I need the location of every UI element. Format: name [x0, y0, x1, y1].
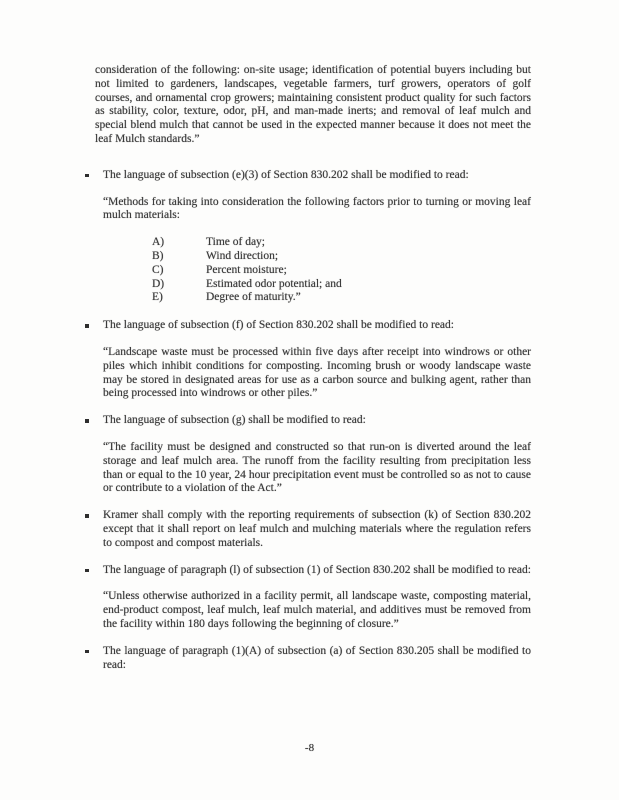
bullet-item [85, 509, 531, 550]
quote-paragraph: “Unless otherwise authorized in a facility permit, all landscape waste, composting material, end-product compost, leaf mulch, leaf mulch material, and additives must be removed from the facility within 180 days following the beginning of closure.” [103, 590, 531, 630]
list-item [152, 291, 531, 305]
quote-paragraph: “The facility must be designed and constructed so that run-on is diverted around the leaf storage and leaf mulch area. The runoff from the facility resulting from precipitation less than or equal to the 10 year, 24 hour precipitation event must be controlled so as not to cause or contribute to a violation of the Act.” [103, 440, 531, 495]
lettered-list [152, 236, 531, 305]
list-item-text: Time of day; [206, 236, 265, 249]
list-item [152, 236, 531, 250]
intro-paragraph: consideration of the following: on-site usage; identification of potential buyers including but not limited to gardeners, landscapes, vegetable farmers, turf growers, operators of golf courses, and ornamental crop growers; maintaining consistent product quality for such factors as stability, color, texture, odor, pH, and man-made inerts; and removal of leaf mulch and special blend mulch that cannot be used in the expected manner because it does not meet the leaf Mulch standards.” [95, 64, 531, 145]
list-item-label: C) [152, 263, 164, 276]
bullet-item [85, 414, 531, 428]
list-item-label: D) [152, 277, 165, 290]
bullet-item [85, 169, 531, 183]
bullet-text: Kramer shall comply with the reporting requirements of subsection (k) of Section 830.202 except that it shall report on leaf mulch and mulching materials where the regulation refers to compost and compost materials. [103, 509, 531, 549]
quote-paragraph: “Landscape waste must be processed within five days after receipt into windrows or other piles which inhibit conditions for composting. Incoming brush or woody landscape waste may be stored in designated areas for use as a carbon source and bulking agent, rather than being processed into windrows or other piles.” [103, 345, 531, 400]
list-item [152, 278, 531, 292]
list-item-label: B) [152, 249, 164, 262]
bullet-icon [85, 414, 103, 428]
bullet-icon [85, 564, 103, 578]
bullet-item [85, 319, 531, 333]
list-item-label: E) [152, 291, 163, 304]
bullet-icon [85, 169, 103, 183]
bullet-icon [85, 645, 103, 673]
list-item [152, 264, 531, 278]
list-item-text: Estimated odor potential; and [206, 277, 342, 290]
bullet-text: The language of paragraph (l) of subsection (1) of Section 830.202 shall be modified to read: [103, 563, 531, 576]
list-item-text: Wind direction; [206, 249, 279, 262]
bullet-text: The language of subsection (e)(3) of Section 830.202 shall be modified to read: [103, 168, 469, 181]
list-item-text: Degree of maturity.” [206, 291, 301, 304]
page-number: -8 [304, 742, 315, 754]
bullet-icon [85, 319, 103, 333]
document-body [95, 64, 531, 685]
list-item-label: A) [152, 236, 165, 249]
bullet-icon [85, 509, 103, 550]
list-item-text: Percent moisture; [206, 263, 287, 276]
bullet-item [85, 564, 531, 578]
bullet-item [85, 645, 531, 673]
bullet-text: The language of subsection (f) of Section 830.202 shall be modified to read: [103, 319, 454, 332]
list-item [152, 250, 531, 264]
bullet-text: The language of paragraph (1)(A) of subsection (a) of Section 830.205 shall be modified to read: [103, 644, 531, 671]
quote-paragraph: “Methods for taking into consideration the following factors prior to turning or moving leaf mulch materials: [103, 195, 531, 222]
bullet-text: The language of subsection (g) shall be modified to read: [103, 414, 366, 427]
